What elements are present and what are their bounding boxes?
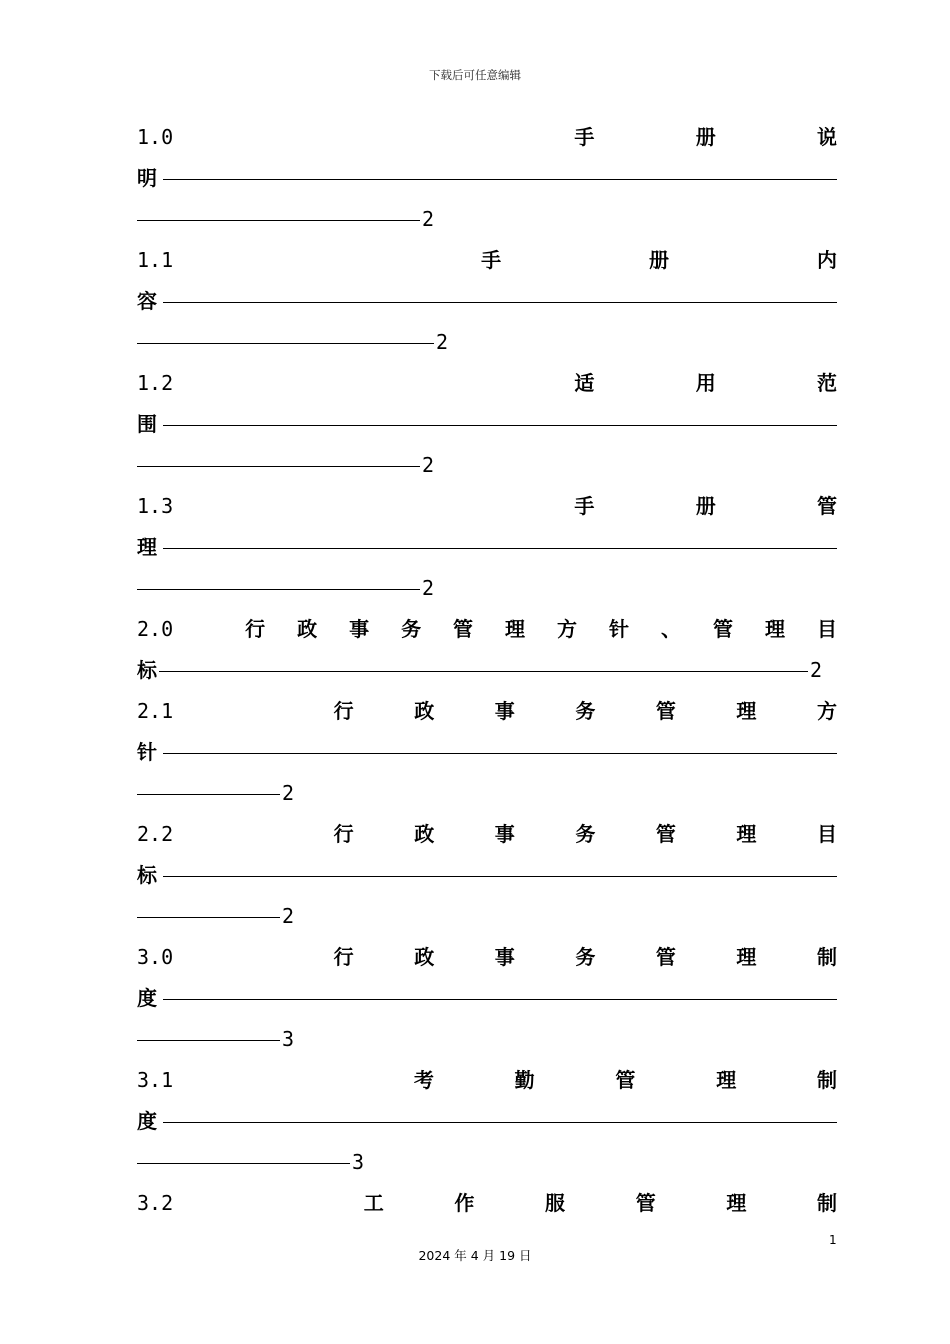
toc-char: 事 <box>494 699 515 723</box>
dot-leader <box>163 302 837 303</box>
toc-char: 理 <box>736 822 757 846</box>
toc-leader <box>137 158 837 199</box>
toc-leader <box>137 1101 837 1142</box>
toc-number: 3.2 <box>137 1191 174 1215</box>
toc-char: 管 <box>655 822 676 846</box>
toc-number: 2.0 <box>137 617 174 641</box>
toc-char: 政 <box>414 822 435 846</box>
dot-leader <box>159 671 808 672</box>
toc-leader <box>137 978 837 1019</box>
toc-char: 针 <box>137 740 157 764</box>
toc-char: 方 <box>816 699 837 723</box>
page-footer-date: 2024 年 4 月 19 日 <box>418 1248 532 1263</box>
toc-leader-end <box>137 199 837 240</box>
toc-entry-1-0-title[interactable] <box>137 117 837 158</box>
dot-leader <box>163 999 837 1000</box>
toc-page-number: 2 <box>282 781 295 805</box>
toc-leader-end <box>137 568 837 609</box>
toc-char: 管 <box>816 494 837 518</box>
dot-leader <box>163 548 837 549</box>
toc-entry-1-2-title[interactable] <box>137 363 837 404</box>
toc-char: 适 <box>574 371 595 395</box>
toc-page-number: 2 <box>436 330 449 354</box>
toc-char: 手 <box>574 125 595 149</box>
toc-char: 政 <box>297 617 318 641</box>
toc-char: 手 <box>481 248 502 272</box>
toc-number: 1.1 <box>137 248 174 272</box>
toc-char: 务 <box>575 699 596 723</box>
toc-page-number: 2 <box>282 904 295 928</box>
toc-page-number: 2 <box>422 453 435 477</box>
toc-char: 目 <box>816 617 837 641</box>
dot-leader <box>163 753 837 754</box>
toc-number: 3.0 <box>137 945 174 969</box>
toc-number: 2.1 <box>137 699 174 723</box>
toc-entry-1-3-title[interactable] <box>137 486 837 527</box>
toc-char: 理 <box>716 1068 737 1092</box>
toc-char: 册 <box>649 248 670 272</box>
toc-char: 册 <box>695 125 716 149</box>
toc-char: 管 <box>655 945 676 969</box>
toc-char: 务 <box>401 617 422 641</box>
toc-char: 围 <box>137 412 157 436</box>
toc-char: 、 <box>660 617 681 641</box>
toc-char: 标 <box>137 863 157 887</box>
toc-entry-2-1-title[interactable] <box>137 691 837 732</box>
toc-char: 度 <box>137 1109 157 1133</box>
toc-char: 务 <box>575 822 596 846</box>
toc-page-number: 2 <box>422 207 435 231</box>
dot-leader <box>137 466 420 467</box>
toc-char: 度 <box>137 986 157 1010</box>
toc-entry-3-1-title[interactable] <box>137 1060 837 1101</box>
toc-leader <box>137 281 837 322</box>
toc-entry-2-2-title[interactable] <box>137 814 837 855</box>
dot-leader <box>163 425 837 426</box>
toc-char: 说 <box>816 125 837 149</box>
toc-entry-1-1-title[interactable] <box>137 240 837 281</box>
dot-leader <box>137 1163 350 1164</box>
toc-char: 理 <box>736 699 757 723</box>
toc-char: 行 <box>333 699 354 723</box>
toc-page-number: 2 <box>809 658 822 682</box>
toc-leader-end <box>137 896 837 937</box>
toc-page-number: 2 <box>422 576 435 600</box>
dot-leader <box>137 917 280 918</box>
toc-char: 理 <box>736 945 757 969</box>
toc-char: 范 <box>816 371 837 395</box>
toc-char: 理 <box>505 617 526 641</box>
toc-leader-end <box>137 1019 837 1060</box>
toc-char: 内 <box>816 248 837 272</box>
toc-char: 用 <box>695 371 716 395</box>
toc-char: 事 <box>494 945 515 969</box>
page-header: 下载后可任意编辑 <box>429 68 521 82</box>
toc-char: 服 <box>545 1191 566 1215</box>
toc-char: 制 <box>816 945 837 969</box>
dot-leader <box>163 876 837 877</box>
table-of-contents <box>137 117 837 1224</box>
toc-char: 作 <box>454 1191 475 1215</box>
toc-char: 标 <box>137 658 157 682</box>
toc-char: 事 <box>494 822 515 846</box>
toc-char: 政 <box>414 945 435 969</box>
toc-leader <box>137 732 837 773</box>
toc-char: 行 <box>333 945 354 969</box>
toc-char: 管 <box>655 699 676 723</box>
toc-leader <box>137 855 837 896</box>
toc-char: 管 <box>615 1068 636 1092</box>
toc-char: 目 <box>816 822 837 846</box>
toc-leader-end <box>137 773 837 814</box>
toc-char: 针 <box>609 617 629 641</box>
toc-char: 理 <box>726 1191 747 1215</box>
toc-leader-end <box>137 445 837 486</box>
toc-number: 1.0 <box>137 125 174 149</box>
dot-leader <box>137 220 420 221</box>
toc-number: 2.2 <box>137 822 174 846</box>
toc-page-number: 3 <box>282 1027 295 1051</box>
toc-leader-end <box>137 1142 837 1183</box>
toc-number: 1.3 <box>137 494 174 518</box>
dot-leader <box>137 589 420 590</box>
dot-leader <box>137 1040 280 1041</box>
dot-leader <box>163 179 837 180</box>
toc-char: 管 <box>635 1191 656 1215</box>
dot-leader <box>137 343 434 344</box>
toc-leader <box>137 404 837 445</box>
toc-char: 明 <box>137 166 157 190</box>
toc-page-number: 3 <box>352 1150 365 1174</box>
toc-char: 事 <box>349 617 370 641</box>
toc-entry-3-0-title[interactable] <box>137 937 837 978</box>
toc-char: 行 <box>245 617 266 641</box>
toc-char: 勤 <box>514 1068 535 1092</box>
toc-char: 政 <box>414 699 435 723</box>
toc-char: 理 <box>137 535 157 559</box>
dot-leader <box>137 794 280 795</box>
toc-char: 容 <box>137 289 157 313</box>
toc-entry-2-0-title[interactable] <box>137 609 837 650</box>
toc-char: 管 <box>453 617 474 641</box>
toc-char: 手 <box>574 494 595 518</box>
toc-leader <box>137 527 837 568</box>
toc-char: 务 <box>575 945 596 969</box>
toc-char: 行 <box>333 822 354 846</box>
toc-char: 制 <box>816 1191 837 1215</box>
toc-number: 3.1 <box>137 1068 174 1092</box>
page-number: 1 <box>829 1233 837 1247</box>
toc-char: 理 <box>764 617 785 641</box>
toc-leader-end <box>137 322 837 363</box>
toc-char: 考 <box>413 1068 434 1092</box>
toc-char: 管 <box>712 617 733 641</box>
toc-char: 册 <box>695 494 716 518</box>
toc-char: 方 <box>557 617 578 641</box>
dot-leader <box>163 1122 837 1123</box>
toc-entry-3-2-title[interactable] <box>137 1183 837 1224</box>
toc-char: 制 <box>816 1068 837 1092</box>
toc-number: 1.2 <box>137 371 174 395</box>
toc-char: 工 <box>363 1191 384 1215</box>
toc-leader <box>137 650 822 691</box>
